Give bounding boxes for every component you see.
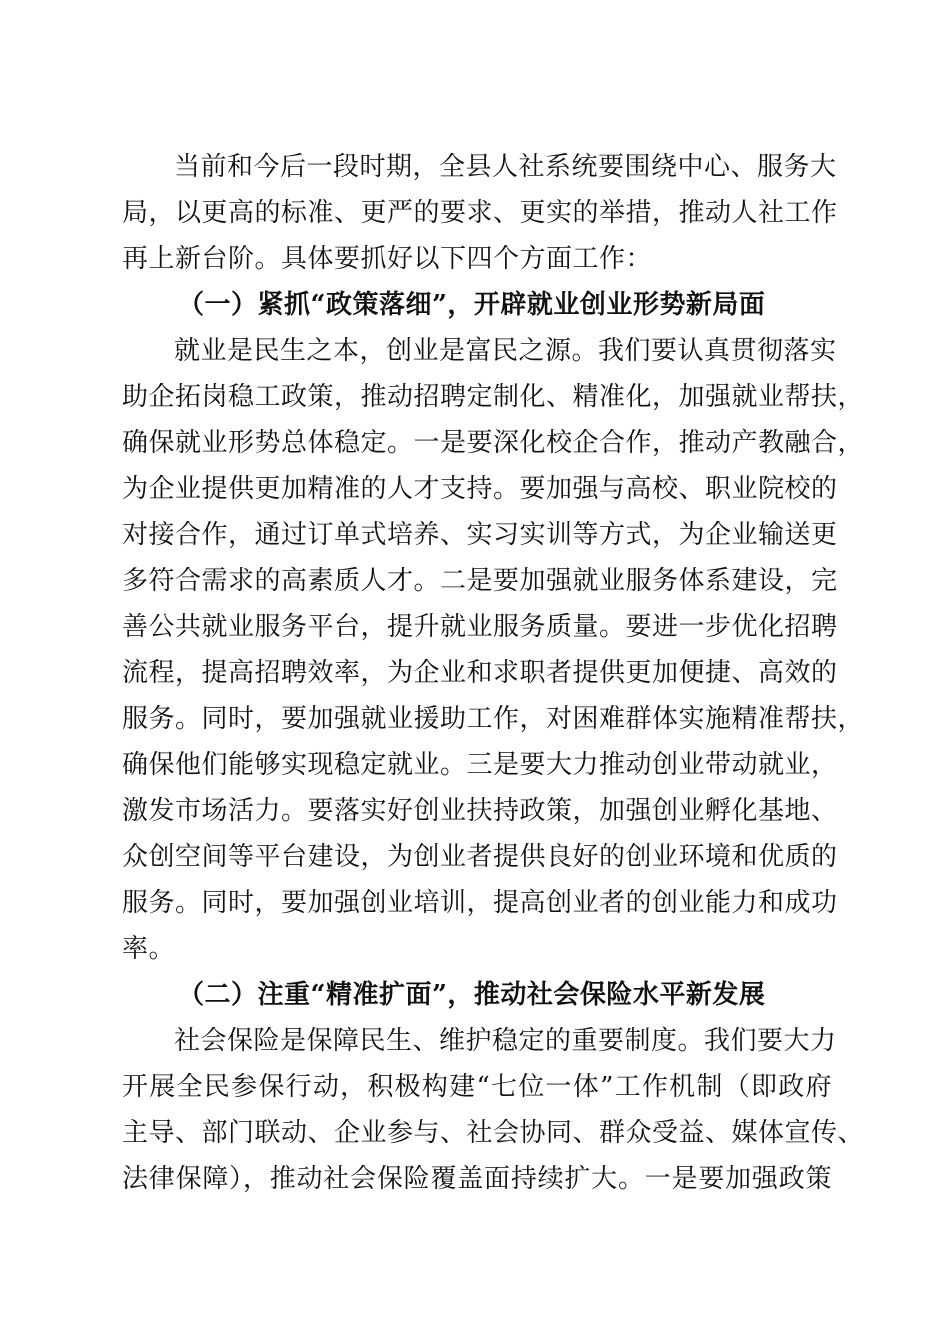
section-1-line: 服务。同时，要加强就业援助工作，对困难群体实施精准帮扶， xyxy=(122,704,865,734)
section-1-line: 对接合作，通过订单式培养、实习实训等方式，为企业输送更 xyxy=(122,520,838,550)
section-1-line: 激发市场活力。要落实好创业扶持政策，加强创业孵化基地、 xyxy=(122,796,838,826)
section-1-line: 助企拓岗稳工政策，推动招聘定制化、精准化，加强就业帮扶， xyxy=(122,382,865,412)
section-1-heading: （一）紧抓“政策落细”，开辟就业创业形势新局面 xyxy=(178,290,766,320)
section-1-line: 善公共就业服务平台，提升就业服务质量。要进一步优化招聘 xyxy=(122,612,838,642)
section-2-line: 主导、部门联动、企业参与、社会协同、群众受益、媒体宣传、 xyxy=(122,1118,865,1148)
section-2-heading: （二）注重“精准扩面”，推动社会保险水平新发展 xyxy=(178,980,766,1010)
section-1-line: 率。 xyxy=(122,934,176,964)
section-2-line: 法律保障），推动社会保险覆盖面持续扩大。一是要加强政策 xyxy=(122,1164,832,1194)
section-2-line: 社会保险是保障民生、维护稳定的重要制度。我们要大力 xyxy=(174,1026,837,1056)
intro-line-1: 当前和今后一段时期，全县人社系统要围绕中心、服务大 xyxy=(174,152,837,182)
section-2-line: 开展全民参保行动，积极构建“七位一体”工作机制（即政府 xyxy=(122,1072,832,1102)
section-1-line: 多符合需求的高素质人才。二是要加强就业服务体系建设，完 xyxy=(122,566,838,596)
section-1-line: 流程，提高招聘效率，为企业和求职者提供更加便捷、高效的 xyxy=(122,658,838,688)
intro-line-3: 再上新台阶。具体要抓好以下四个方面工作： xyxy=(122,244,653,274)
section-1-line: 确保他们能够实现稳定就业。三是要大力推动创业带动就业， xyxy=(122,750,838,780)
intro-line-2: 局，以更高的标准、更严的要求、更实的举措，推动人社工作 xyxy=(122,198,838,228)
section-1-line: 服务。同时，要加强创业培训，提高创业者的创业能力和成功 xyxy=(122,888,838,918)
section-1-line: 众创空间等平台建设，为创业者提供良好的创业环境和优质的 xyxy=(122,842,838,872)
section-1-line: 确保就业形势总体稳定。一是要深化校企合作，推动产教融合， xyxy=(122,428,865,458)
section-1-line: 为企业提供更加精准的人才支持。要加强与高校、职业院校的 xyxy=(122,474,838,504)
section-1-line: 就业是民生之本，创业是富民之源。我们要认真贯彻落实 xyxy=(174,336,837,366)
